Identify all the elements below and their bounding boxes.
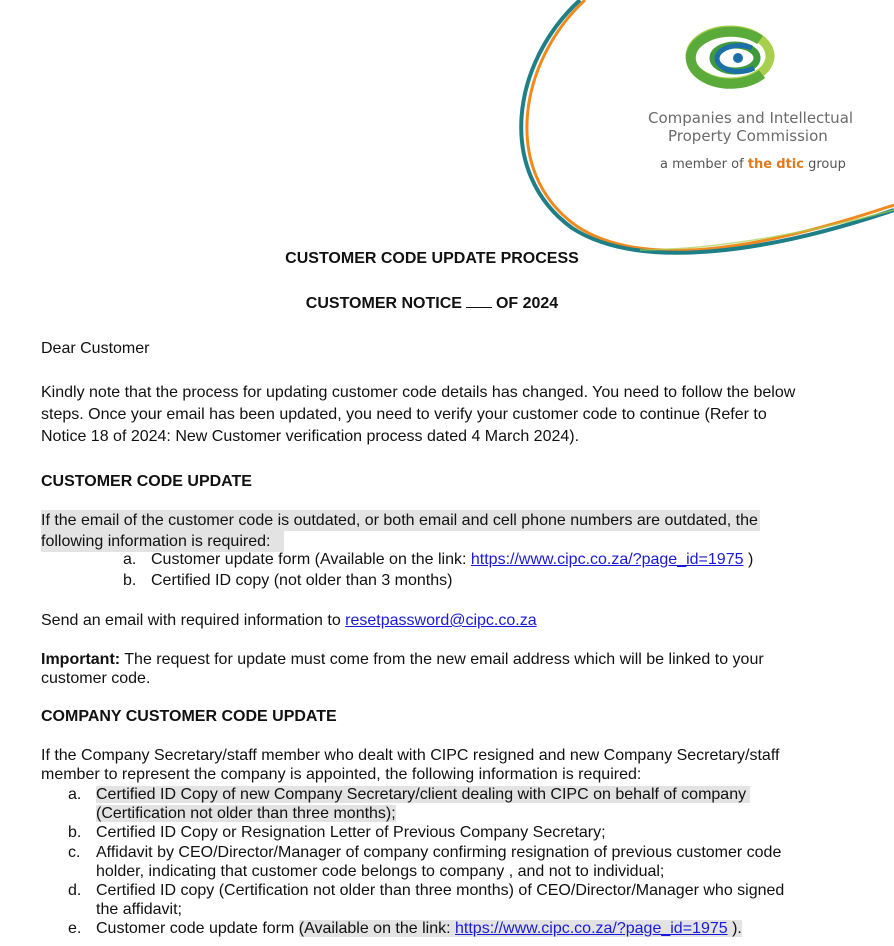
send-email-line	[41, 610, 537, 631]
list-item-text: Certified ID Copy of new Company Secretary/client dealing with CIPC on behalf of company	[96, 786, 750, 803]
intro-line3: Notice 18 of 2024: New Customer verification process dated 4 March 2024).	[41, 428, 580, 445]
section1-para-line2: following information is required:	[41, 531, 284, 552]
list-item-cont	[96, 803, 396, 824]
list-item-text: Customer code update form	[96, 920, 299, 937]
member-post: group	[808, 157, 846, 172]
list-item-label: c.	[68, 844, 81, 861]
section2-para-line1: If the Company Secretary/staff member who dealt with CIPC resigned and new Company Secretary/staff	[41, 747, 780, 764]
salutation: Dear Customer	[41, 340, 150, 357]
cipc-logo-icon	[690, 30, 770, 84]
important-line1: The request for update must come from the new email address which will be linked to your	[120, 651, 764, 668]
list-item-text: Customer update form (Available on the link:	[151, 551, 471, 568]
list-item-label: b.	[123, 572, 137, 589]
page-title: CUSTOMER CODE UPDATE PROCESS	[285, 250, 579, 267]
section2-heading: COMPANY CUSTOMER CODE UPDATE	[41, 708, 337, 725]
list-item-text: Affidavit by CEO/Director/Manager of company confirming resignation of previous customer code	[96, 844, 782, 861]
org-name-line1: Companies and Intellectual	[648, 109, 854, 127]
list-item-hl-text: (Available on the link:	[298, 920, 456, 937]
intro-line2: steps. Once your email has been updated, you need to verify your customer code to continue (Refer to	[41, 406, 767, 423]
list-item-label: a.	[123, 551, 137, 568]
list-item	[68, 880, 784, 901]
update-form-link[interactable]: https://www.cipc.co.za/?page_id=1975	[470, 551, 744, 568]
intro-line1: Kindly note that the process for updating customer code details has changed. You need to follow the below	[41, 384, 796, 401]
send-text: Send an email with required information to	[41, 612, 346, 629]
list-item-hl	[299, 920, 742, 937]
list-item-label: d.	[68, 882, 82, 899]
list-item-label: a.	[68, 786, 82, 803]
list-item-cont: the affidavit;	[96, 901, 182, 918]
notice-pre: CUSTOMER NOTICE	[305, 295, 462, 312]
section1-para-line1: If the email of the customer code is outdated, or both email and cell phone numbers are outdated, the	[41, 512, 758, 529]
important-label: Important:	[41, 651, 121, 668]
member-pre: a member of	[660, 157, 744, 172]
org-name-line2: Property Commission	[668, 127, 828, 145]
list-item	[68, 822, 606, 843]
important-line2: customer code.	[41, 670, 151, 687]
notice-title	[0, 293, 864, 314]
list-item-tail: )	[743, 551, 754, 568]
list-item-tail: ).	[727, 920, 742, 937]
list-item	[123, 549, 753, 570]
section1-para	[41, 510, 760, 552]
list-item	[68, 918, 742, 939]
important-note	[41, 649, 764, 670]
list-item-text: Certified ID Copy or Resignation Letter of Previous Company Secretary;	[96, 824, 606, 841]
list-item-text: Certified ID copy (Certification not older than three months) of CEO/Director/Manager who signed	[96, 882, 785, 899]
member-tagline	[660, 157, 846, 172]
list-item	[123, 570, 452, 591]
member-dtic: dtic	[776, 157, 804, 172]
member-the: the	[747, 157, 773, 172]
list-item	[68, 784, 750, 805]
update-form-link-2[interactable]: https://www.cipc.co.za/?page_id=1975	[455, 920, 728, 937]
notice-post: OF 2024	[495, 295, 559, 312]
list-item-cont: holder, indicating that customer code belongs to company , and not to individual;	[96, 863, 665, 880]
list-item-label: e.	[68, 920, 82, 937]
list-item-label: b.	[68, 824, 82, 841]
list-item-text: Certified ID copy (not older than 3 months)	[151, 572, 453, 589]
list-item	[68, 842, 781, 863]
notice-number-blank	[466, 293, 492, 308]
reset-email-link[interactable]: resetpassword@cipc.co.za	[345, 612, 537, 629]
section1-heading: CUSTOMER CODE UPDATE	[41, 473, 252, 490]
section2-para-line2: member to represent the company is appointed, the following information is required:	[41, 766, 642, 783]
list-item-text-2: (Certification not older than three months);	[96, 805, 396, 822]
